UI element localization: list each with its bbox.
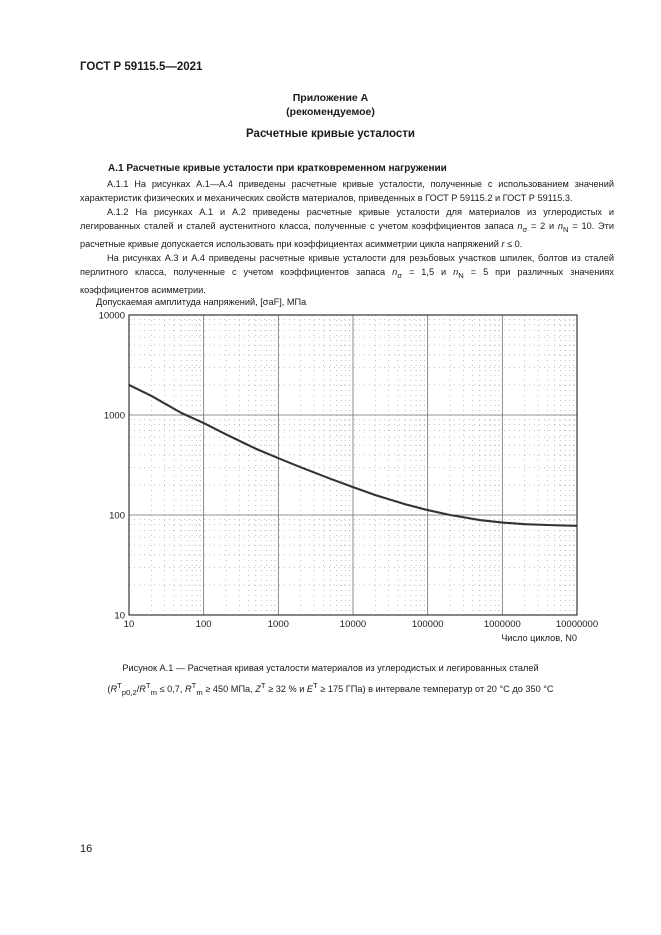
formula-sup: T bbox=[145, 681, 151, 690]
data-point bbox=[524, 523, 526, 525]
x-tick-label: 100 bbox=[195, 619, 212, 630]
symbol-sub-n: N bbox=[458, 271, 464, 281]
data-point bbox=[554, 524, 556, 526]
symbol-n: n bbox=[557, 221, 564, 232]
x-tick-label: 10000 bbox=[339, 619, 367, 630]
x-tick-label: 1000000 bbox=[483, 619, 521, 630]
data-point bbox=[576, 525, 578, 527]
z-value: ≥ 32 % и bbox=[265, 684, 307, 695]
x-tick-label: 10000000 bbox=[555, 619, 599, 630]
data-point bbox=[330, 478, 332, 480]
document-number: ГОСТ Р 59115.5—2021 bbox=[80, 61, 203, 73]
fatigue-curve-chart bbox=[88, 295, 608, 650]
appendix-status: (рекомендуемое) bbox=[286, 106, 375, 118]
data-point bbox=[404, 503, 406, 505]
page-number: 16 bbox=[80, 843, 93, 855]
text-run: = 2 и bbox=[527, 221, 558, 232]
figure-caption bbox=[0, 660, 661, 701]
caption-line-1: Рисунок А.1 — Расчетная кривая усталости материалов из углеродистых и легированных сталей bbox=[122, 663, 539, 673]
page-title: Расчетные кривые усталости bbox=[246, 128, 415, 140]
text-run: = 5 при различных значениях коэффициентов асимметрии. bbox=[80, 267, 614, 296]
symbol-r: r bbox=[501, 239, 505, 250]
caption-line-2: ($R^T_{p0,2}/R^T_m \le 0,7$, $R^T_m \ge 450$ МПа, $Z^T \ge 32$ % и $E^T \ge 175$ ГПа) в интервале температур от 20 °С до 350 °С bbox=[107, 681, 554, 697]
formula-sup: T bbox=[260, 681, 266, 690]
x-axis-title: Число циклов, N0 bbox=[501, 633, 577, 643]
formula-r: R bbox=[139, 684, 146, 695]
y-tick-label: 1000 bbox=[103, 410, 125, 422]
appendix-title: Приложение А bbox=[292, 92, 369, 104]
x-tick-label: 10 bbox=[123, 619, 135, 630]
formula-sub: m bbox=[196, 687, 203, 697]
formula-sub: m bbox=[150, 687, 157, 697]
y-axis-title: Допускаемая амплитуда напряжений, [σaF], МПа bbox=[96, 297, 307, 307]
data-point bbox=[151, 395, 153, 397]
data-point bbox=[203, 422, 205, 424]
data-point bbox=[180, 412, 182, 414]
text-run: На рисунках А.3 и А.4 приведены расчетные кривые усталости для резьбовых участков шпилек, болтов из сталей перлитного класса, полученные с учетом коэффициентов запаса bbox=[80, 253, 614, 278]
formula-sup: T bbox=[191, 681, 197, 690]
paragraph-a13 bbox=[80, 251, 614, 297]
symbol-z: Z bbox=[255, 684, 261, 695]
data-point bbox=[479, 519, 481, 521]
chart-grid bbox=[129, 315, 577, 615]
y-tick-label: 10000 bbox=[98, 310, 125, 322]
data-point bbox=[225, 434, 227, 436]
formula-sup: T bbox=[117, 681, 122, 690]
paragraph-a12 bbox=[80, 205, 614, 251]
x-tick-label: 1000 bbox=[267, 619, 289, 630]
formula-sup: T bbox=[313, 681, 318, 690]
data-point bbox=[352, 486, 354, 488]
appendix-heading bbox=[0, 91, 661, 119]
units-text: МПа, bbox=[228, 684, 256, 695]
data-point bbox=[502, 522, 504, 524]
symbol-sub-sigma: σ bbox=[522, 225, 528, 235]
section-heading: А.1 Расчетные кривые усталости при кратковременном нагружении bbox=[108, 163, 447, 174]
symbol-n: n bbox=[453, 267, 459, 278]
data-point bbox=[128, 384, 130, 386]
paragraph-a11: А.1.1 На рисунках А.1—А.4 приведены расчетные кривые усталости, полученные с использованием значений характеристик физических и механических свойств материалов, приведенных в ГОСТ Р 59115.2 и ГОСТ Р 59115.3. bbox=[80, 179, 614, 204]
strength-value: ≥ 450 bbox=[202, 684, 229, 695]
x-tick-label: 100000 bbox=[411, 619, 444, 630]
symbol-n: n bbox=[517, 221, 523, 232]
y-tick-label: 100 bbox=[109, 510, 125, 522]
data-point bbox=[300, 466, 302, 468]
symbol-sub-n: N bbox=[563, 225, 569, 235]
text-run: = 1,5 и bbox=[401, 267, 454, 278]
text-run: = 10. Эти расчетные кривые допускается использовать при коэффициентах асимметрии цикла напряжений bbox=[80, 221, 614, 250]
data-point bbox=[278, 457, 280, 459]
formula-r: R bbox=[110, 684, 118, 695]
data-point bbox=[255, 448, 257, 450]
symbol-e: E bbox=[306, 684, 314, 695]
y-tick-label: 10 bbox=[114, 610, 125, 622]
data-point bbox=[375, 494, 377, 496]
formula-sub: p0,2 bbox=[121, 687, 137, 697]
chart-labels bbox=[96, 297, 598, 643]
text-run: ≤ 0. bbox=[504, 239, 523, 250]
ratio-value: ≤ 0,7 bbox=[157, 684, 180, 695]
data-point bbox=[449, 514, 451, 516]
body-text bbox=[80, 177, 614, 297]
symbol-n: n bbox=[392, 267, 398, 278]
data-point bbox=[427, 509, 429, 511]
text-run: А.1.2 На рисунках А.1 и А.2 приведены расчетные кривые усталости для материалов из углеродистых и легированных сталей и сталей аустенитного класса, полученные с учетом коэффициентов запаса bbox=[80, 207, 614, 232]
e-value: ≥ 175 ГПа) в интервале температур от 20 °С до 350 °С bbox=[317, 684, 554, 695]
symbol-sub-sigma: σ bbox=[397, 271, 402, 281]
formula-r: R bbox=[185, 684, 192, 695]
